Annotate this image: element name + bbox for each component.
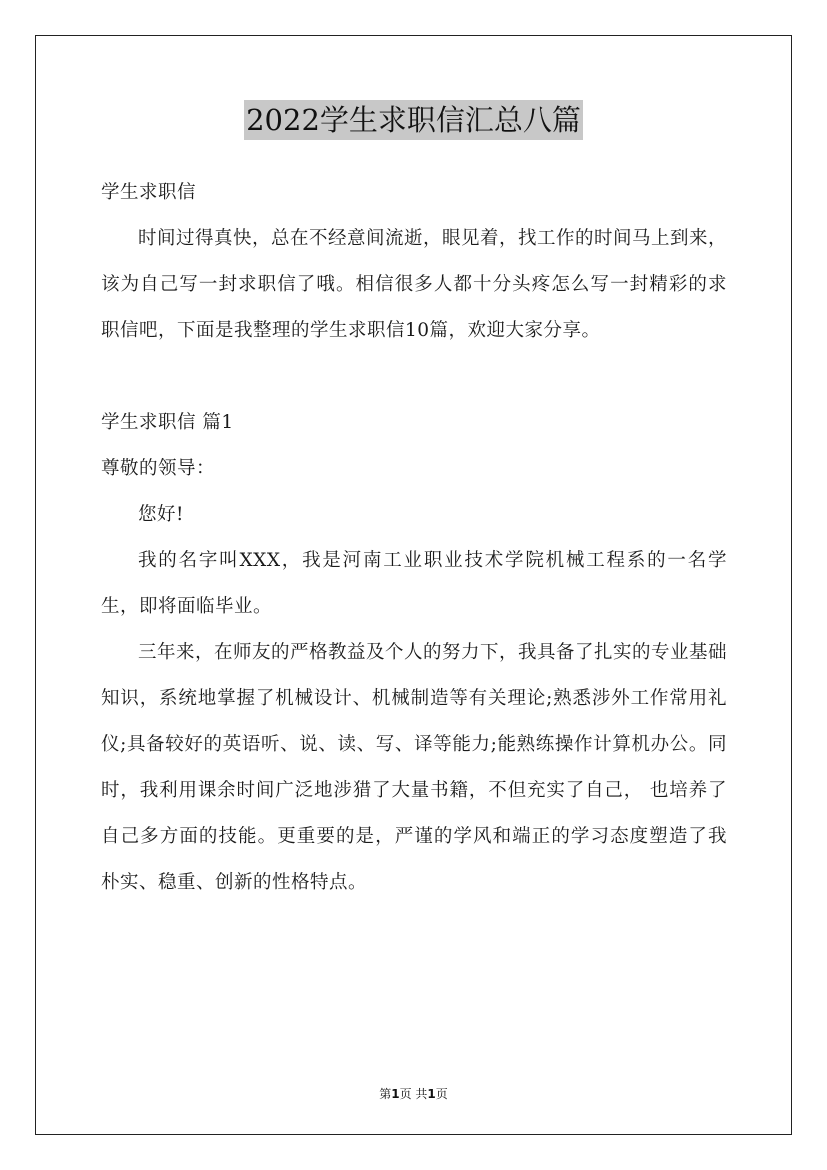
- spacer: [101, 354, 727, 400]
- page-mid: 页 共: [399, 1087, 428, 1101]
- title-container: [0, 100, 827, 140]
- letter-heading: 学生求职信 篇1: [101, 412, 234, 433]
- body-paragraph: 我的名字叫XXX，我是河南工业职业技术学院机械工程系的一名学生，即将面临毕业。: [101, 550, 727, 617]
- page-prefix: 第: [379, 1087, 392, 1101]
- page-total: 1: [427, 1087, 436, 1101]
- page-footer: [0, 1085, 827, 1102]
- salutation: 尊敬的领导：: [101, 458, 216, 479]
- body-paragraph: 三年来，在师友的严格教益及个人的努力下，我具备了扎实的专业基础知识，系统地掌握了机械设计、机械制造等有关理论;熟悉涉外工作常用礼仪;具备较好的英语听、说、读、写、译等能力;能熟练操作计算机办公。同时，我利用课余时间广泛地涉猎了大量书籍，不但充实了自己， 也培养了自己多方面的技能。更重要的是，严谨的学风和端正的学习态度塑造了我朴实、稳重、创新的性格特点。: [101, 642, 728, 893]
- document-body: [101, 170, 727, 906]
- greeting: 您好!: [138, 504, 184, 525]
- page-suffix: 页: [435, 1087, 448, 1101]
- document-title: 2022学生求职信汇总八篇: [244, 100, 583, 140]
- intro-paragraph: 时间过得真快，总在不经意间流逝，眼见着，找工作的时间马上到来，该为自己写一封求职信了哦。相信很多人都十分头疼怎么写一封精彩的求职信吧，下面是我整理的学生求职信10篇，欢迎大家分享。: [101, 228, 728, 341]
- page-current: 1: [391, 1087, 400, 1101]
- section-heading: 学生求职信: [101, 182, 197, 203]
